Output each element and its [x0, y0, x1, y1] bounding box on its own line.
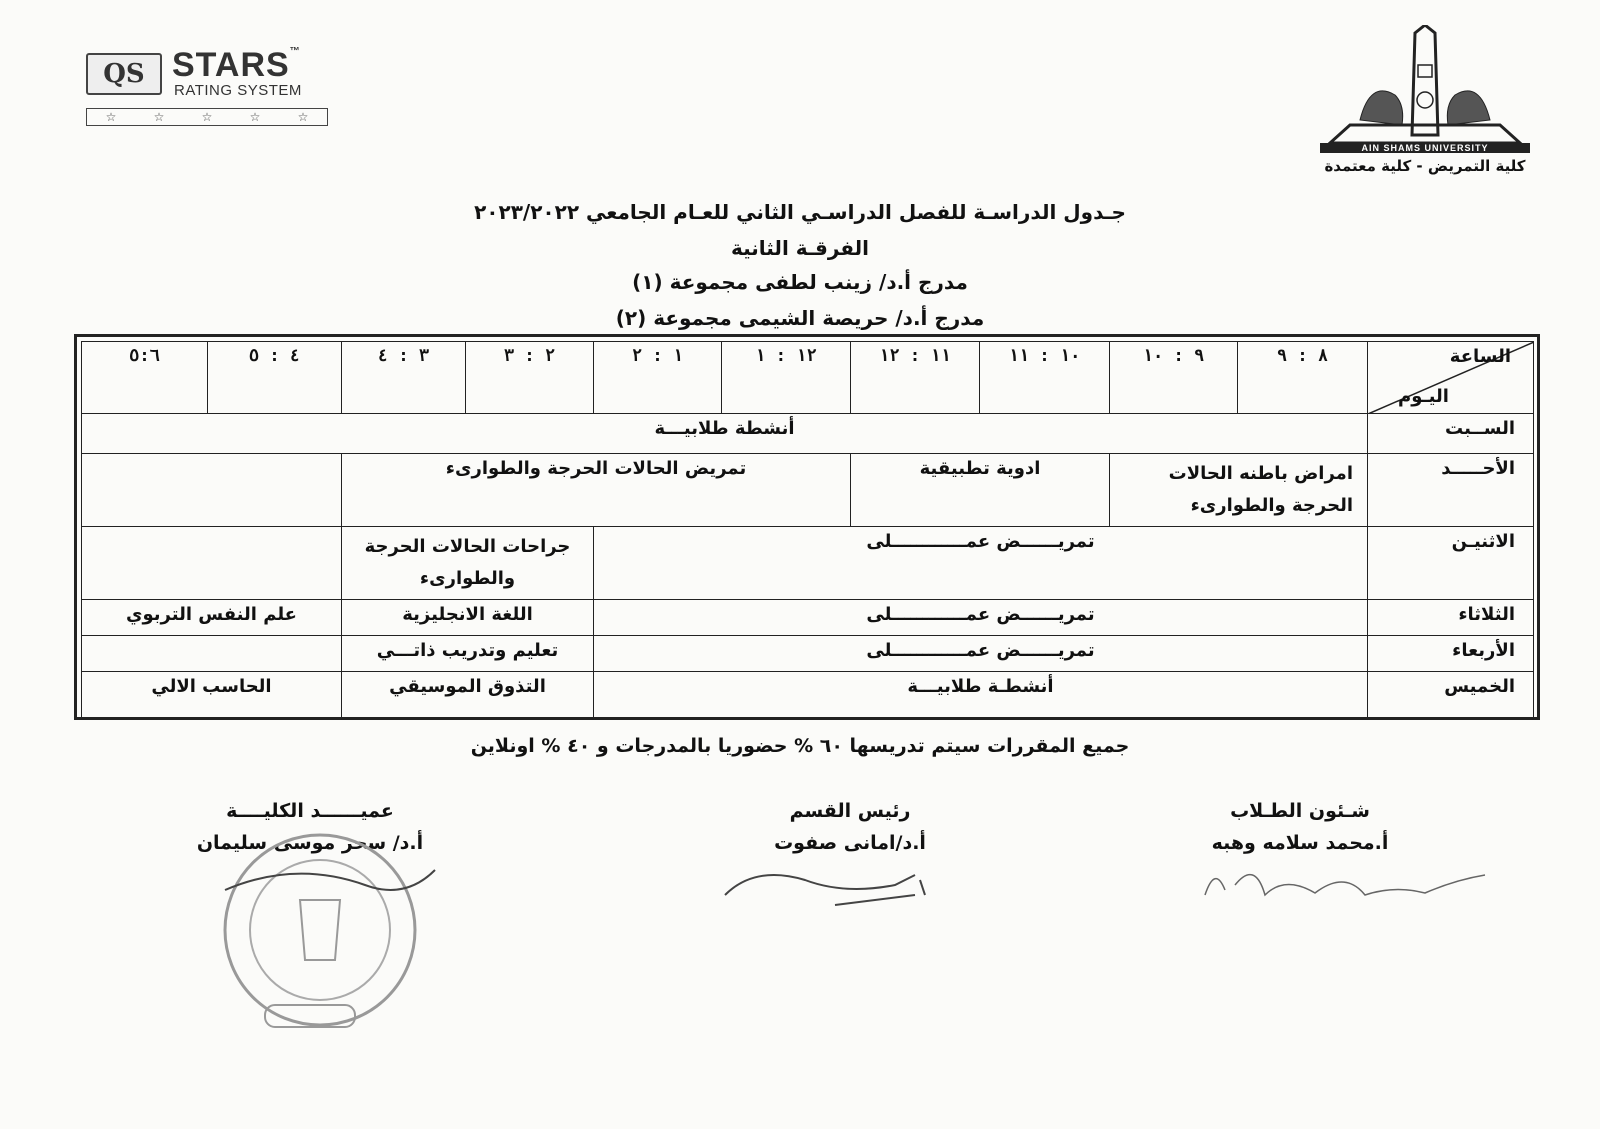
qs-logo-box: QS [86, 53, 162, 95]
head-name: أ.د/امانى صفوت [774, 832, 926, 854]
official-stamp-icon [205, 830, 445, 1040]
course-cell: أنشطـة طلابيـــة [594, 672, 1368, 720]
star-icon: ☆ [105, 110, 117, 124]
empty-cell [82, 636, 342, 672]
time-slot: ٤ : ٥ [208, 342, 342, 414]
star-icon: ☆ [297, 110, 309, 124]
course-cell: امراض باطنه الحالات الحرجة والطوارىء [1110, 454, 1368, 527]
time-slot: ١٠ : ١١ [980, 342, 1110, 414]
schedule-title: جـدول الدراسـة للفصل الدراسـي الثاني للعـام الجامعي ٢٠٢٣/٢٠٢٢ [474, 200, 1126, 224]
hall-group-1: مدرج أ.د/ زينب لطفى مجموعة (١) [632, 270, 968, 294]
course-cell: جراحات الحالات الحرجة والطوارىء [342, 527, 594, 600]
course-cell: ادوية تطبيقية [851, 454, 1110, 527]
row-monday [82, 527, 1534, 600]
row-wednesday [82, 636, 1534, 672]
qs-stars-word [172, 46, 301, 85]
time-slot: ٨ : ٩ [1238, 342, 1368, 414]
time-slot: ٥:٦ [82, 342, 208, 414]
affairs-title: شـئون الطـلاب [1230, 800, 1370, 822]
course-cell: تمريض الحالات الحرجة والطوارىء [342, 454, 851, 527]
ain-shams-emblem-icon [1310, 25, 1540, 155]
course-cell: تمريــــــض عمــــــــــــلى [594, 527, 1368, 600]
head-title: رئيس القسم [789, 800, 911, 822]
qs-tm: ™ [289, 46, 301, 57]
asu-english-name: AIN SHAMS UNIVERSITY [1361, 143, 1489, 153]
star-icon: ☆ [153, 110, 165, 124]
day-sunday: الأحـــــد [1368, 454, 1534, 527]
course-cell: التذوق الموسيقي [342, 672, 594, 720]
corner-day-label: اليـوم [1398, 386, 1449, 407]
course-cell: أنشطة طلابيـــة [82, 414, 1368, 454]
signature-department-head [730, 800, 970, 854]
day-tuesday: الثلاثاء [1368, 600, 1534, 636]
day-monday: الاثنيـن [1368, 527, 1534, 600]
corner-cell [1368, 342, 1534, 414]
dean-title: عميــــــد الكليــــة [226, 800, 394, 822]
time-slot: ١٢ : ١ [722, 342, 851, 414]
course-cell: الحاسب الالي [82, 672, 342, 720]
corner-hour-label: الساعة [1449, 346, 1511, 367]
ain-shams-logo [1310, 25, 1540, 185]
day-thursday: الخميس [1368, 672, 1534, 720]
dean-name: أ.د/ سحر موسى سليمان [196, 832, 424, 854]
row-tuesday [82, 600, 1534, 636]
row-saturday [82, 414, 1534, 454]
header-row [82, 342, 1534, 414]
timetable [81, 341, 1534, 720]
qs-star-bar [86, 108, 328, 126]
time-slot: ١ : ٢ [594, 342, 722, 414]
star-icon: ☆ [201, 110, 213, 124]
course-cell: علم النفس التربوي [82, 600, 342, 636]
time-slot: ١١ : ١٢ [851, 342, 980, 414]
timetable-frame [74, 334, 1540, 720]
signature-student-affairs [1170, 800, 1430, 854]
row-sunday [82, 454, 1534, 527]
signature-scribble-affairs [1195, 855, 1495, 915]
course-cell: تمريــــــض عمــــــــــــلى [594, 636, 1368, 672]
course-cell: تمريــــــض عمــــــــــــلى [594, 600, 1368, 636]
level-title: الفرقـة الثانية [730, 236, 870, 260]
qs-rating-system: RATING SYSTEM [174, 82, 302, 99]
star-icon: ☆ [249, 110, 261, 124]
time-slot: ٣ : ٤ [342, 342, 466, 414]
course-cell: تعليم وتدريب ذاتـــي [342, 636, 594, 672]
time-slot: ٢ : ٣ [466, 342, 594, 414]
empty-cell [82, 527, 342, 600]
signature-scribble-head [715, 855, 935, 915]
qs-word-text: STARS [172, 46, 290, 84]
delivery-note: جميع المقررات سيتم تدريسها ٦٠ % حضوريا بالمدرجات و ٤٠ % اونلاين [470, 735, 1130, 757]
time-slot: ٩ : ١٠ [1110, 342, 1238, 414]
day-wednesday: الأربعاء [1368, 636, 1534, 672]
asu-caption: كلية التمريض - كلية معتمدة [1324, 157, 1526, 175]
row-thursday [82, 672, 1534, 720]
empty-cell [82, 454, 342, 527]
hall-group-2: مدرج أ.د/ حريصة الشيمى مجموعة (٢) [615, 306, 985, 330]
day-saturday: الســبت [1368, 414, 1534, 454]
affairs-name: أ.محمد سلامه وهبه [1211, 832, 1389, 854]
qs-stars-logo [86, 46, 336, 130]
course-cell: اللغة الانجليزية [342, 600, 594, 636]
